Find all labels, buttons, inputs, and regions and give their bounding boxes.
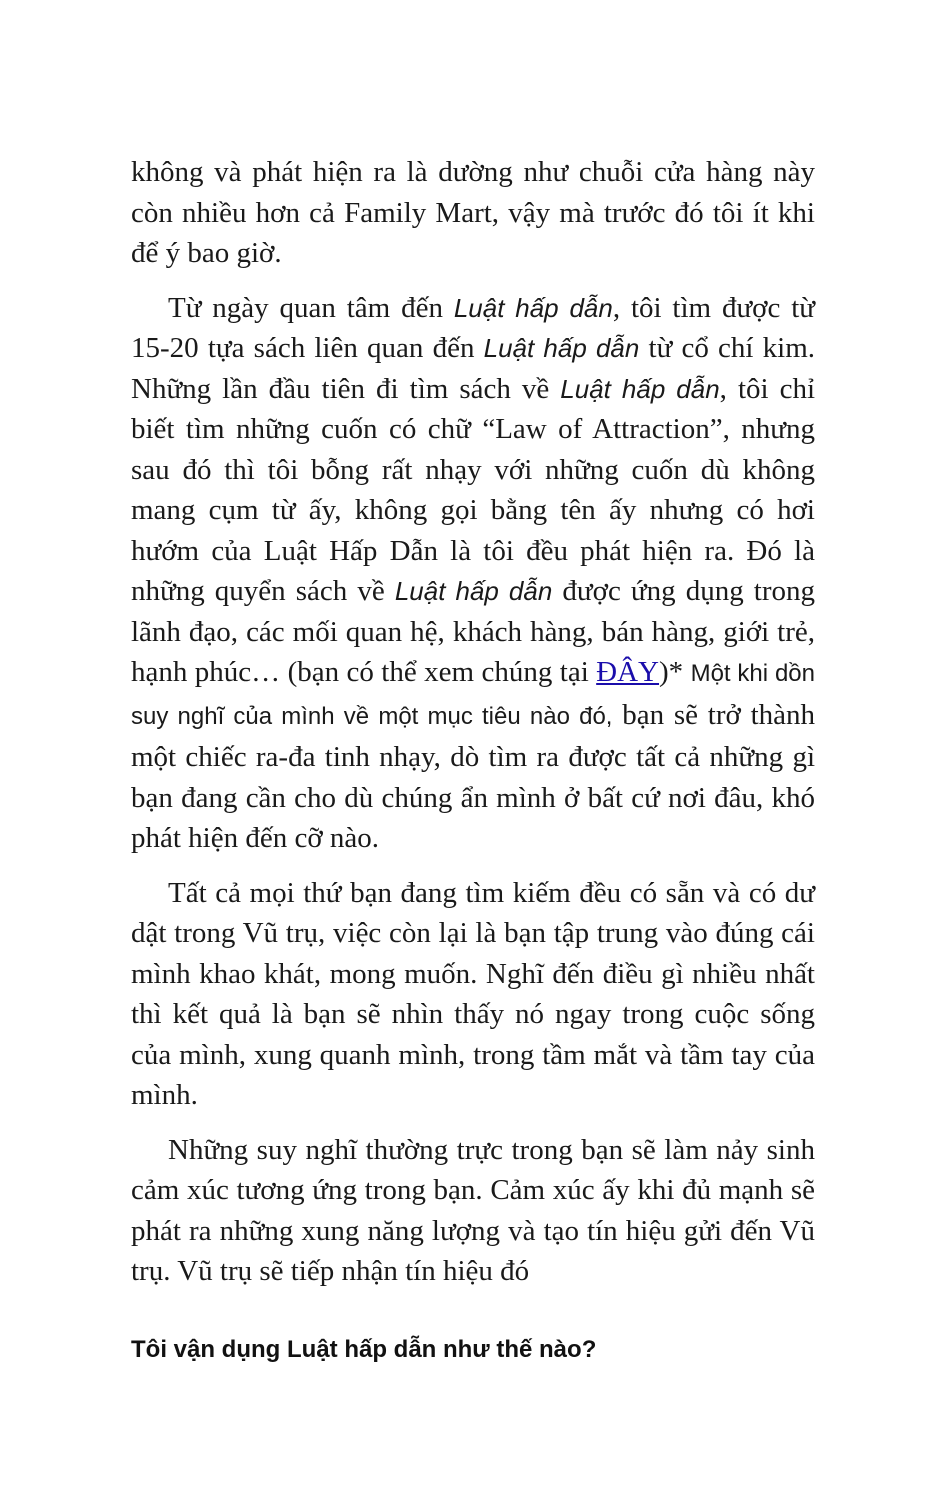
text-run: )* [659,656,691,688]
text-run: Từ ngày quan tâm đến [168,291,454,324]
emphasis-law-of-attraction: Luật hấp dẫn [560,373,720,404]
sans-text-run: Một khi dồn suy nghĩ của mình về một mục tiêu nào đó, [131,660,815,730]
text-run: từ cổ chí kim. Những lần đầu tiên đi tìm sách về [131,332,816,405]
text-run: bạn sẽ trở thành một chiếc ra-đa tinh nhạy, dò tìm ra được tất cả những gì bạn đang cần cho dù chúng ẩn mình ở bất cứ nơi đâu, khó phát hiện đến cỡ nào. [131,698,815,854]
page-body [131,152,815,1306]
running-footer-title: Tôi vận dụng Luật hấp dẫn như thế nào? [131,1336,597,1363]
paragraph-4: Những suy nghĩ thường trực trong bạn sẽ làm nảy sinh cảm xúc tương ứng trong bạn. Cảm xúc ấy khi đủ mạnh sẽ phát ra những xung năng lượng và tạo tín hiệu gửi đến Vũ trụ. Vũ trụ sẽ tiếp nhận tín hiệu đó [131,1133,815,1287]
paragraph-1: không và phát hiện ra là dường như chuỗi cửa hàng này còn nhiều hơn cả Family Mart, vậy mà trước đó tôi ít khi để ý bao giờ. [131,156,815,269]
text-run: được ứng dụng trong lãnh đạo, các mối quan hệ, khách hàng, bán hàng, giới trẻ, hạnh phúc… (bạn có thể xem chúng tại [131,575,816,688]
text-run: , tôi chỉ biết tìm những cuốn có chữ “Law of Attraction”, nhưng sau đó thì tôi bỗng rất nhạy với những cuốn dù không mang cụm từ ấy, không gọi bằng tên ấy nhưng có hơi hướm của Luật Hấp Dẫn là tôi đều phát hiện ra. Đó là những quyển sách về [131,372,816,607]
book-list-link[interactable]: ĐÂY [596,656,660,688]
text-run: , tôi tìm được từ 15-20 tựa sách liên quan đến [131,291,815,364]
emphasis-law-of-attraction: Luật hấp dẫn [483,333,640,363]
emphasis-law-of-attraction: Luật hấp dẫn [453,292,613,323]
emphasis-law-of-attraction: Luật hấp dẫn [394,576,553,606]
paragraph-3: Tất cả mọi thứ bạn đang tìm kiếm đều có sẵn và có dư dật trong Vũ trụ, việc còn lại là bạn tập trung vào đúng cái mình khao khát, mong muốn. Nghĩ đến điều gì nhiều nhất thì kết quả là bạn sẽ nhìn thấy nó ngay trong cuộc sống của mình, xung quanh mình, trong tầm mắt và tầm tay của mình. [131,876,815,1111]
paragraph-2 [131,288,815,859]
